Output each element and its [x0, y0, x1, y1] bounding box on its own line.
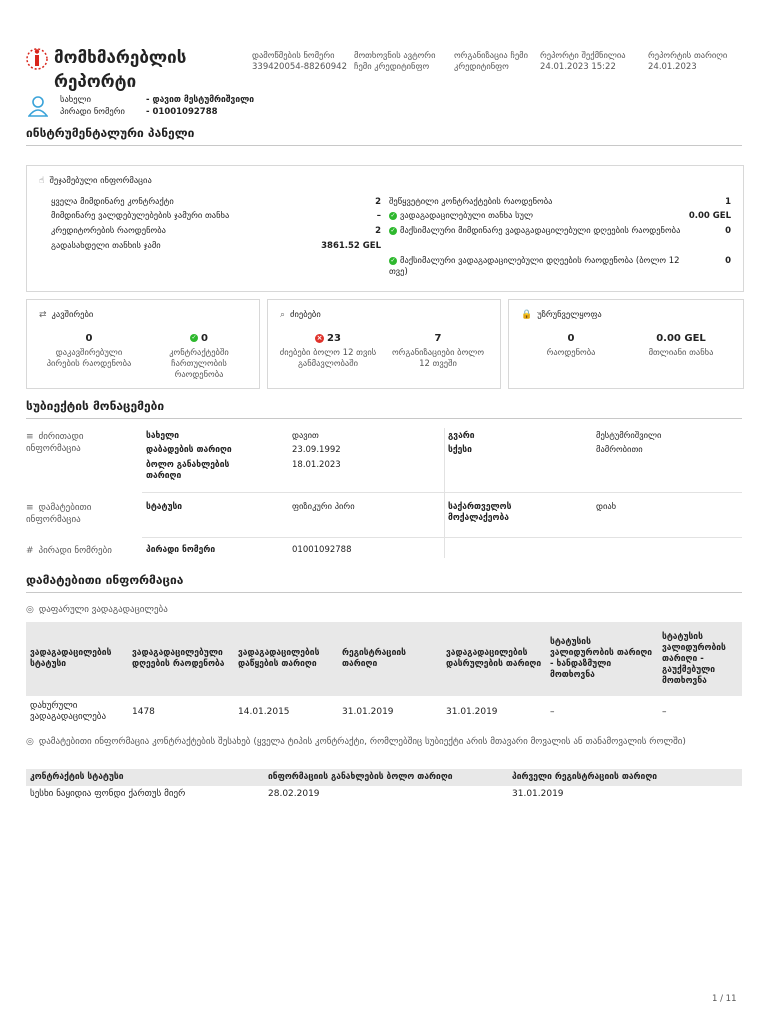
main-dob-value: 23.09.1992 [292, 445, 341, 455]
summary-right-1: ✓ ვადაგადაცილებული თანხა სულ 0.00 GEL [390, 211, 731, 221]
additional-title: დამატებითი ინფორმაცია [26, 573, 184, 587]
overdue-cell: დახურული ვადაგადაცილება [30, 701, 107, 722]
overdue-cell: – [662, 706, 667, 717]
divider [26, 592, 742, 593]
col-divider [444, 428, 445, 558]
divider [142, 492, 742, 493]
search-icon: ⌕ [280, 310, 286, 320]
divider [142, 537, 742, 538]
header-col-1: დამოწმების ნომერი 339420054-88260942 [252, 51, 348, 72]
link-icon: ⇄ [39, 310, 47, 320]
divider [26, 418, 742, 419]
overdue-cell: 31.01.2019 [342, 706, 394, 717]
table-row [26, 786, 742, 803]
instrument-panel-title: ინსტრუმენტალური პანელი [26, 126, 195, 140]
lock-icon: 🔒 [521, 310, 533, 320]
main-surname-value: მესტუმრიშვილი [596, 431, 662, 441]
header-col-4: რეპორტი შექმნილია 24.01.2023 15:22 [540, 51, 626, 72]
hash-icon: # [26, 546, 34, 556]
logo [26, 46, 48, 72]
main-name-value: დავით [292, 431, 319, 441]
contracts-header: პირველი რეგისტრაციის თარიღი [508, 769, 742, 786]
user-name-value: - დავით მესტუმრიშვილი [146, 95, 255, 105]
summary-left-3: გადასახდელი თანხის ჯამი 3861.52 GEL [51, 241, 381, 251]
overdue-table [26, 622, 742, 728]
eye-icon: ◎ [26, 737, 34, 747]
overdue-header: რეგისტრაციის თარიღი [338, 622, 442, 696]
overdue-header: სტატუსის ვალიდურობის თარიღი - გაუქმებული მოთხოვნა [658, 622, 742, 696]
header-col-5: რეპორტის თარიღი 24.01.2023 [648, 51, 728, 72]
summary-right-3: ✓ მაქსიმალური ვადაგადაცილებული დღეების რაოდენობა (ბოლო 12 თვე) 0 [389, 256, 731, 277]
check-icon: ✓ [390, 211, 396, 219]
report-title: მომხმარებლის რეპორტი [54, 48, 187, 92]
collateral-item-1: 0.00 GEL მთლიანი თანხა [648, 333, 714, 358]
personal-id-value: 01001092788 [292, 545, 352, 555]
user-id-label: პირადი ნომერი [60, 107, 125, 117]
overdue-header: ვადაგადაცილების დასრულების თარიღი [442, 622, 546, 696]
main-sex-value: მამრობითი [596, 445, 643, 455]
main-surname-label: გვარი [448, 431, 475, 441]
summary-title: ☝ შეჯამებული ინფორმაცია [39, 176, 152, 186]
contracts-header: ინფორმაციის განახლების ბოლო თარიღი [264, 769, 508, 786]
relations-item-0: 0 დაკავშირებული პირების რაოდენობა [46, 333, 132, 369]
eye-icon: ◎ [26, 605, 34, 615]
subject-title: სუბიექტის მონაცემები [26, 399, 165, 413]
header-col-2: მოთხოვნის ავტორი ჩემი კრედიტინფო [354, 51, 436, 72]
contracts-cell: 31.01.2019 [512, 789, 564, 799]
logo-icon [26, 46, 48, 72]
hidden-overdue-title: ◎ დაფარული ვადაგადაცილება [26, 605, 168, 615]
summary-right-2: ✓ მაქსიმალური მიმდინარე ვადაგადაცილებული დღეების რაოდენობა 0 [390, 226, 731, 236]
contracts-cell: სესხი ნაყიდია ფონდი ქართუს მიერ [30, 789, 186, 799]
summary-box [26, 165, 744, 292]
status-value: ფიზიკური პირი [292, 502, 355, 512]
status-label: სტატუსი [146, 502, 183, 512]
table-row [26, 696, 742, 728]
personal-id-label: პირადი ნომერი [146, 545, 216, 555]
inquiries-box [267, 299, 501, 389]
overdue-header: ვადაგადაცილების სტატუსი [26, 622, 128, 696]
collateral-box [508, 299, 744, 389]
page-number: 1 / 11 [712, 994, 737, 1004]
overdue-cell: 31.01.2019 [446, 706, 498, 717]
summary-left-1: მიმდინარე ვალდებულებების ჯამური თანხა – [51, 211, 381, 221]
relations-box [26, 299, 260, 389]
main-updated-label: ბოლო განახლების თარიღი [146, 460, 230, 481]
citizen-value: დიახ [596, 502, 617, 512]
overdue-cell: 14.01.2015 [238, 706, 290, 717]
divider [26, 145, 742, 146]
contracts-note: ◎ დამატებითი ინფორმაცია კონტრაქტების შესახებ (ყველა ტიპის კონტრაქტი, რომლებშიც სუბიექტი არის მთავარი მოვალის ან თანამოვალის როლში) [26, 737, 686, 747]
relations-item-1: ✓ 0 კონტრაქტებში ჩართულობის რაოდენობა [169, 333, 229, 380]
contracts-table [26, 769, 742, 803]
check-icon: ✓ [191, 334, 197, 341]
overdue-header: ვადაგადაცილების დაწყების თარიღი [234, 622, 338, 696]
list-icon: ≡ [26, 503, 34, 513]
list-icon: ≡ [26, 432, 34, 442]
hand-icon: ☝ [39, 176, 45, 186]
extra-info-label: ≡ დამატებითი ინფორმაცია [26, 503, 92, 525]
overdue-cell: 1478 [132, 706, 155, 717]
inquiries-item-1: 7 ორგანიზაციები ბოლო 12 თვეში [392, 333, 484, 369]
overdue-cell: – [550, 706, 555, 717]
summary-left-0: ყველა მიმდინარე კონტრაქტი 2 [51, 197, 381, 207]
main-name-label: სახელი [146, 431, 180, 441]
user-avatar-icon [28, 95, 48, 117]
main-info-label: ≡ ძირითადი ინფორმაცია [26, 432, 84, 454]
main-dob-label: დაბადების თარიღი [146, 445, 232, 455]
citizen-label: საქართველოს მოქალაქეობა [448, 502, 512, 523]
user-id-value: - 01001092788 [146, 107, 218, 117]
collateral-item-0: 0 რაოდენობა [546, 333, 596, 358]
user-name-label: სახელი [60, 95, 91, 105]
summary-left-2: კრედიტორების რაოდენობა 2 [51, 226, 381, 236]
contracts-header: კონტრაქტის სტატუსი [26, 769, 264, 786]
alert-icon: × [316, 333, 323, 342]
contracts-cell: 28.02.2019 [268, 789, 320, 799]
overdue-header: ვადაგადაცილებული დღეების რაოდენობა [128, 622, 234, 696]
main-sex-label: სქესი [448, 445, 472, 455]
ids-label: # პირადი ნომრები [26, 546, 112, 556]
check-icon: ✓ [390, 256, 396, 264]
header-col-3: ორგანიზაცია ჩემი კრედიტინფო [454, 51, 528, 72]
inquiries-title: ⌕ ძიებები [280, 310, 321, 320]
summary-right-0: შეწყვეტილი კონტრაქტების რაოდენობა 1 [389, 197, 731, 207]
overdue-header: სტატუსის ვალიდურობის თარიღი - ხანდაზმული მოთხოვნა [546, 622, 658, 696]
main-updated-value: 18.01.2023 [292, 460, 341, 470]
check-icon: ✓ [390, 226, 396, 234]
inquiries-item-0: × 23 ძიებები ბოლო 12 თვის განმავლობაში [279, 333, 377, 369]
relations-title: ⇄ კავშირები [39, 310, 94, 320]
collateral-title: 🔒 უზრუნველყოფა [521, 310, 602, 320]
